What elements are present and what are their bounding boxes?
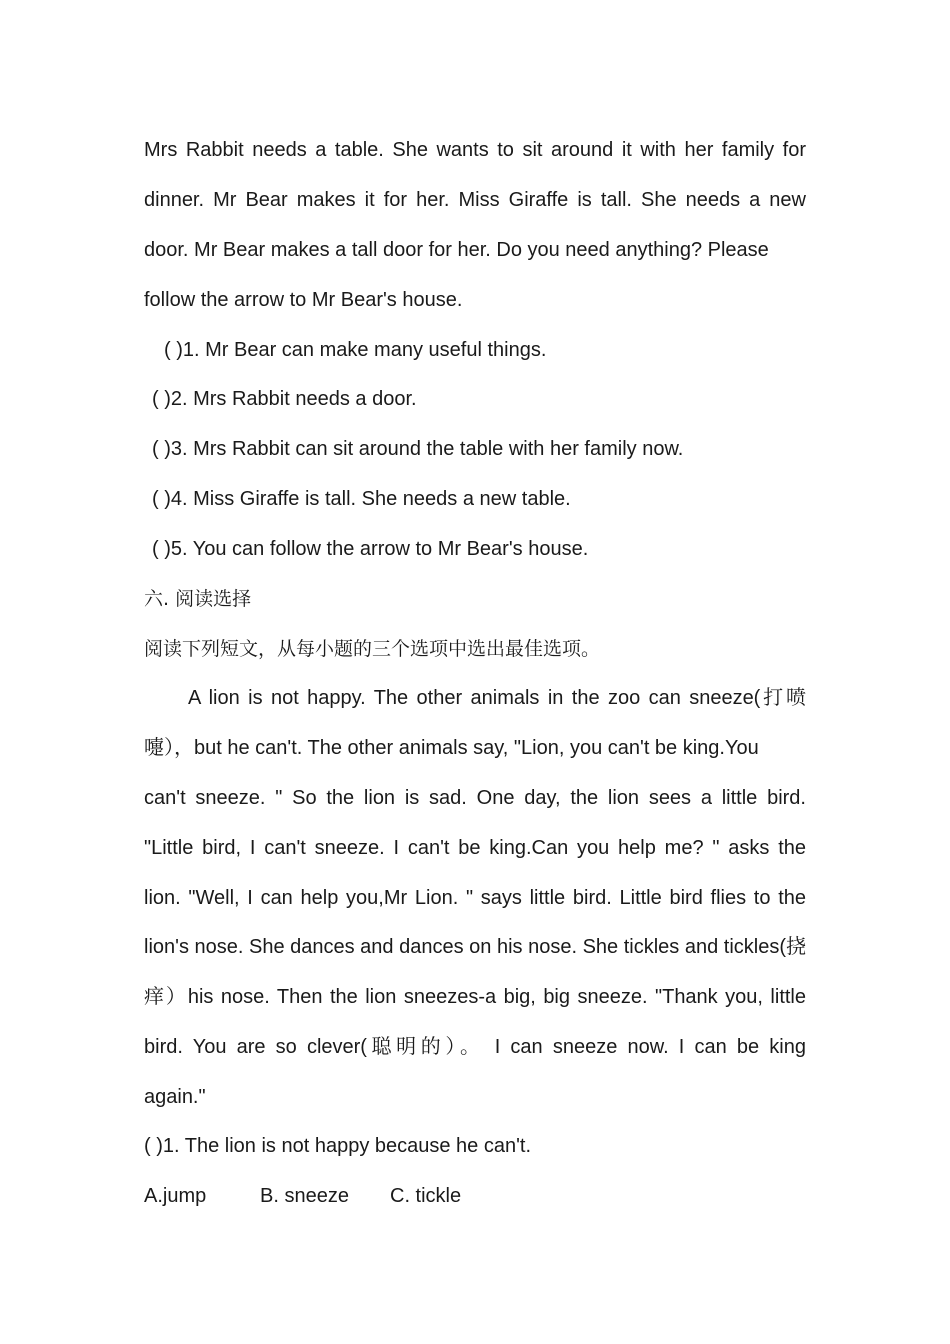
passage2-line-7: 痒）his nose. Then the lion sneezes-a big, big sneeze. "Thank you, little [144,986,806,1008]
passage1-line-4: follow the arrow to Mr Bear's house. [144,289,463,311]
tf-question-5: ( )5. You can follow the arrow to Mr Bear's house. [152,538,589,560]
passage2-line-9: again." [144,1086,206,1108]
passage1-line-2: dinner. Mr Bear makes it for her. Miss Giraffe is tall. She needs a new [144,189,806,211]
passage2-line-5: lion. "Well, I can help you,Mr Lion. " says little bird. Little bird flies to the [144,887,806,909]
tf-question-4: ( )4. Miss Giraffe is tall. She needs a new table. [152,488,571,510]
mc-question-1: ( )1. The lion is not happy because he can't. [144,1135,532,1157]
passage1-line-3: door. Mr Bear makes a tall door for her. Do you need anything? Please [144,239,769,261]
option-c: C. tickle [390,1185,462,1207]
passage1-line-1: Mrs Rabbit needs a table. She wants to sit around it with her family for [144,139,806,161]
tf-question-1: ( )1. Mr Bear can make many useful things. [164,339,547,361]
tf-question-3: ( )3. Mrs Rabbit can sit around the table with her family now. [152,438,684,460]
passage2-line-8: bird. You are so clever(聪明的）。 I can sneeze now. I can be king [144,1036,806,1058]
passage2-line-6: lion's nose. She dances and dances on his nose. She tickles and tickles(挠 [144,936,806,958]
option-b: B. sneeze [260,1185,349,1207]
option-a: A.jump [144,1185,207,1207]
section-title: 六. 阅读选择 [144,588,252,610]
passage2-line-2: 嚏），but he can't. The other animals say, "Lion, you can't be king.You [144,737,759,759]
section-instruction: 阅读下列短文，从每小题的三个选项中选出最佳选项。 [144,638,601,660]
passage2-line-3: can't sneeze. " So the lion is sad. One day, the lion sees a little bird. [144,787,806,809]
passage2-line-4: "Little bird, I can't sneeze. I can't be king.Can you help me? " asks the [144,837,806,859]
tf-question-2: ( )2. Mrs Rabbit needs a door. [152,388,417,410]
mc-options [144,1183,806,1209]
passage2-line-1: A lion is not happy. The other animals in the zoo can sneeze(打喷 [188,687,806,709]
